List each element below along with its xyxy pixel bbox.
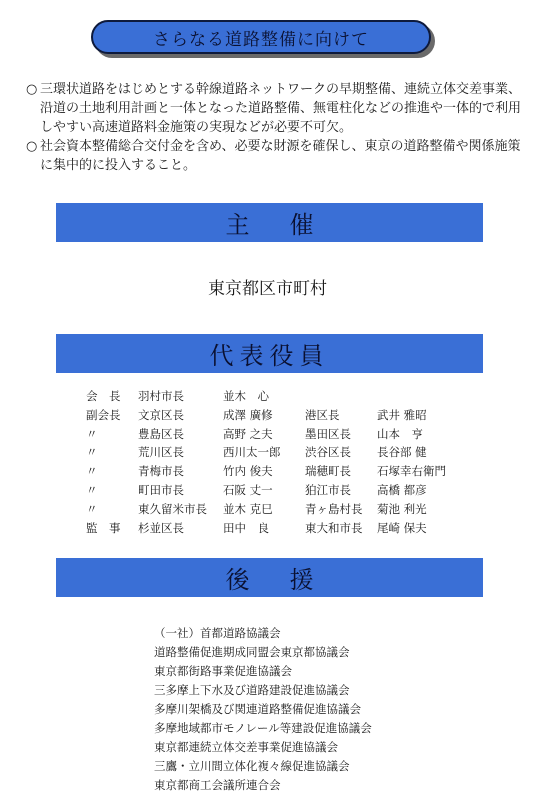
officer-role: 副会長 [86, 407, 121, 422]
officer-name: 高野 之夫 [223, 426, 273, 441]
list-item: 東京都街路事業促進協議会 [154, 664, 292, 678]
officer-role: 〃 [86, 426, 98, 441]
officer-org: 瑞穂町長 [305, 464, 351, 479]
circle-bullet-icon: ○ [26, 139, 38, 154]
title-banner [91, 20, 431, 54]
section-heading-support [56, 558, 483, 597]
section-heading-text: 代表役員 [209, 342, 330, 370]
officer-name: 菊池 利光 [377, 501, 427, 516]
officer-name: 尾崎 保夫 [377, 520, 427, 535]
officer-name: 並木 克巳 [223, 501, 273, 516]
intro-bullets [26, 80, 526, 175]
host-organization: 東京都区市町村 [208, 279, 327, 299]
list-item [26, 80, 526, 137]
officer-role: 監 事 [86, 520, 121, 535]
officer-name: 山本 亨 [377, 426, 423, 441]
officer-role: 〃 [86, 501, 98, 516]
officer-org: 豊島区長 [138, 426, 184, 441]
officer-org: 狛江市長 [305, 482, 351, 497]
officer-org: 青ヶ島村長 [305, 501, 363, 516]
officer-org: 東久留米市長 [138, 501, 207, 516]
circle-bullet-icon: ○ [26, 82, 38, 97]
officer-name: 石塚幸右衛門 [377, 464, 446, 479]
officer-name: 並木 心 [223, 389, 269, 403]
officer-role: 〃 [86, 445, 98, 460]
officer-org: 東大和市長 [305, 520, 363, 535]
supporters-list [154, 624, 372, 795]
officer-org: 渋谷区長 [305, 445, 351, 460]
list-item: 東京都連続立体交差事業促進協議会 [154, 740, 338, 754]
list-item: 三多摩上下水及び道路建設促進協議会 [154, 683, 350, 697]
officer-name: 西川太一郎 [223, 445, 281, 460]
officer-org: 墨田区長 [305, 426, 351, 441]
officer-org: 荒川区長 [138, 445, 184, 460]
officer-role: 〃 [86, 464, 98, 479]
officer-name: 成澤 廣修 [223, 407, 273, 422]
officer-org: 羽村市長 [138, 389, 184, 403]
list-item: 東京都商工会議所連合会 [154, 778, 281, 792]
officer-role: 〃 [86, 482, 98, 497]
officer-org: 港区長 [305, 407, 340, 422]
bullet-text: 三環状道路をはじめとする幹線道路ネットワークの早期整備、連続立体交差事業、沿道の土地利用計画と一体となった道路整備、無電柱化などの推進や一体的で利用しやすい高速道路料金施策の実現などが必要不可欠。 [40, 82, 522, 135]
officer-name: 武井 雅昭 [377, 407, 427, 422]
officer-org: 杉並区長 [138, 520, 184, 535]
list-item: 多摩地域都市モノレール等建設促進協議会 [154, 721, 372, 735]
section-heading-host [56, 203, 483, 242]
officer-name: 竹内 俊夫 [223, 464, 273, 479]
officer-role: 会 長 [86, 389, 121, 403]
list-item: 多摩川架橋及び関連道路整備促進協議会 [154, 702, 361, 716]
page-title: さらなる道路整備に向けて [153, 29, 369, 50]
officer-org: 町田市長 [138, 482, 184, 497]
officer-name: 石阪 丈一 [223, 482, 273, 497]
list-item: 三鷹・立川間立体化複々線促進協議会 [154, 759, 350, 773]
officer-org: 文京区長 [138, 407, 184, 422]
list-item: （一社）首都道路協議会 [154, 626, 281, 640]
section-heading-text: 主催 [225, 211, 354, 239]
section-heading-text: 後援 [225, 566, 354, 594]
bullet-text: 社会資本整備総合交付金を含め、必要な財源を確保し、東京の道路整備や関係施策に集中的に投入すること。 [40, 139, 521, 173]
officer-name: 長谷部 健 [377, 445, 427, 460]
list-item [26, 137, 526, 175]
officer-org: 青梅市長 [138, 464, 184, 479]
officer-name: 田中 良 [223, 520, 269, 535]
officer-name: 高橋 都彦 [377, 482, 427, 497]
section-heading-officers [56, 334, 483, 373]
list-item: 道路整備促進期成同盟会東京都協議会 [154, 645, 350, 659]
